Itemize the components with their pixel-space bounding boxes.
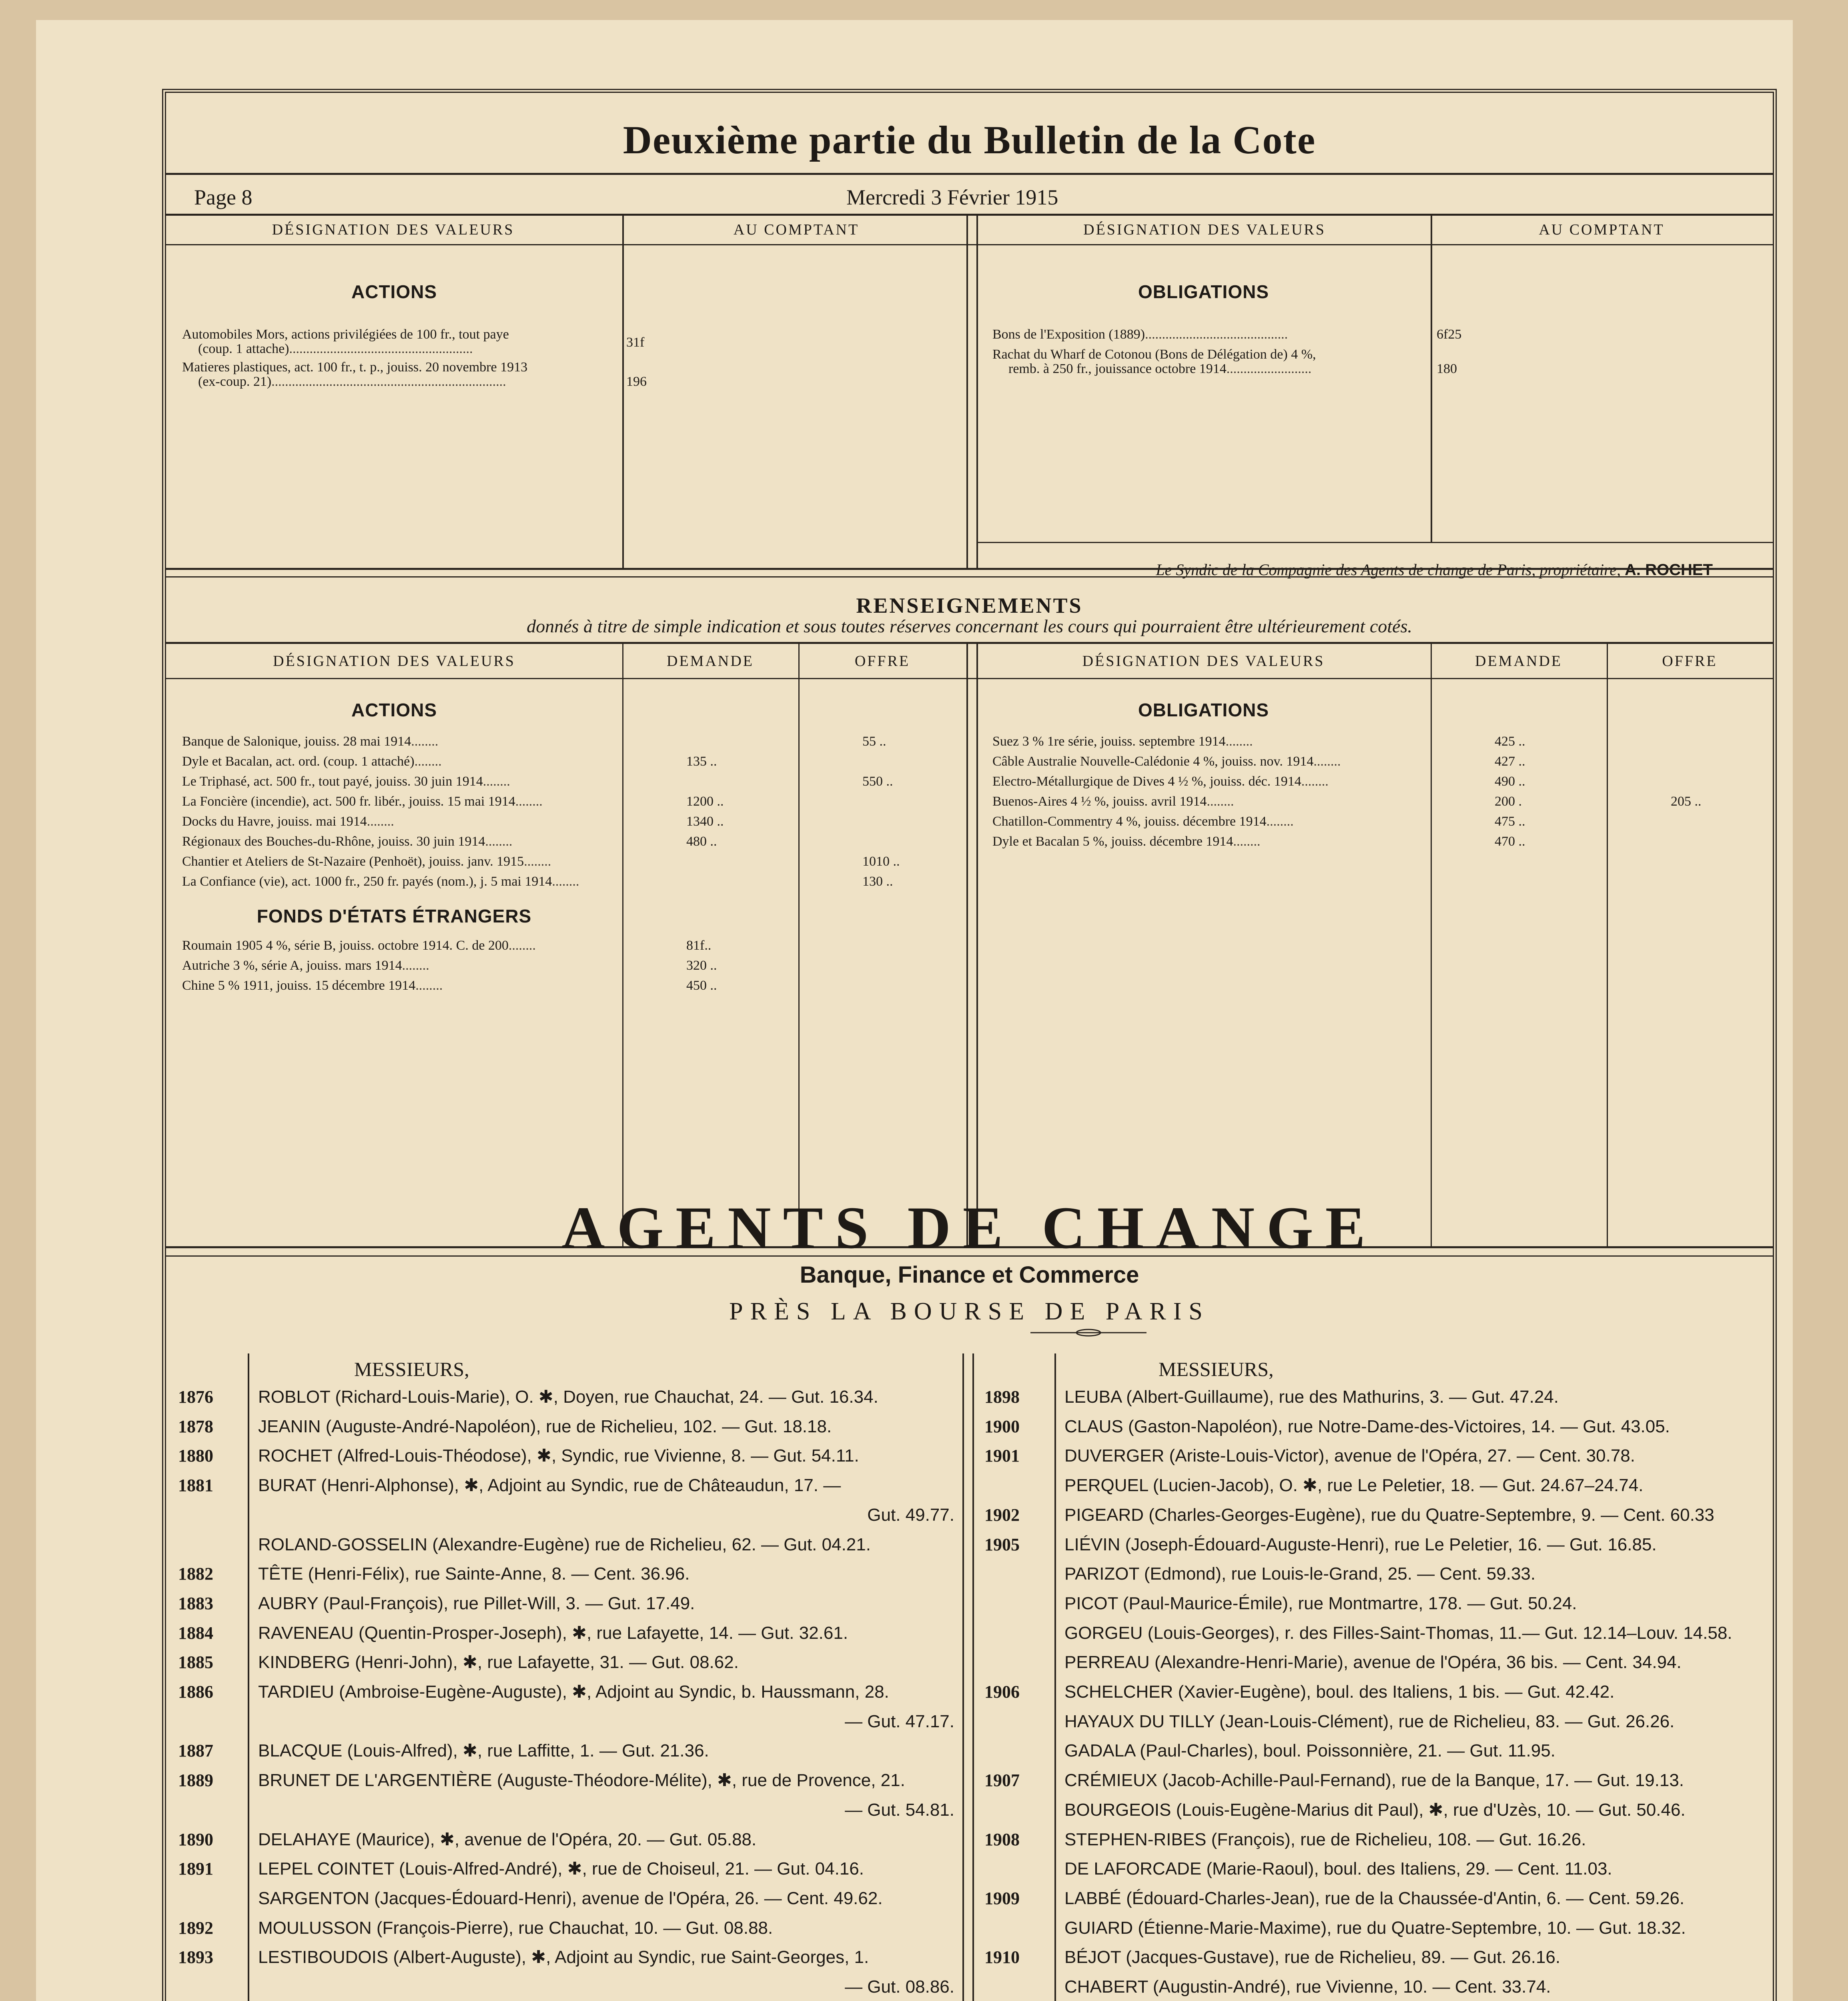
- list-item: Automobiles Mors, actions privilégiées de 100 fr., tout paye: [182, 327, 509, 342]
- col-header-offre: OFFRE: [1662, 653, 1718, 670]
- leader-dots: ........: [1266, 814, 1294, 829]
- offre-value: 55 ..: [862, 734, 886, 749]
- value-label: Chantier et Ateliers de St-Nazaire (Penhoët), jouiss. janv. 1915: [182, 854, 524, 869]
- demande-value: 135 ..: [686, 754, 717, 769]
- value-label: Chatillon-Commentry 4 %, jouiss. décembre 1914: [992, 814, 1267, 829]
- value-label: Dyle et Bacalan 5 %, jouiss. décembre 1914: [992, 834, 1233, 849]
- agent-entry: ROLAND-GOSSELIN (Alexandre-Eugène) rue de Richelieu, 62. — Gut. 04.21.: [258, 1534, 871, 1554]
- syndic-signature: Le Syndic de la Compagnie des Agents de change de Paris, propriétaire, A. ROCHET: [1156, 561, 1713, 579]
- section-obligations: OBLIGATIONS: [1138, 700, 1269, 720]
- agent-year: 1876: [178, 1387, 213, 1407]
- agent-entry: LEPEL COINTET (Louis-Alfred-André), ✱, rue de Choiseul, 21. — Gut. 04.16.: [258, 1859, 864, 1879]
- issue-date: Mercredi 3 Février 1915: [846, 185, 1058, 209]
- agent-entry: GORGEU (Louis-Georges), r. des Filles-Saint-Thomas, 11.— Gut. 12.14–Louv. 14.58.: [1064, 1623, 1732, 1643]
- demande-value: 427 ..: [1495, 754, 1525, 769]
- demande-value: 320 ..: [686, 958, 717, 973]
- agent-entry: DE LAFORCADE (Marie-Raoul), boul. des Italiens, 29. — Cent. 11.03.: [1064, 1859, 1612, 1879]
- list-item: Matieres plastiques, act. 100 fr., t. p., jouiss. 20 novembre 1913: [182, 360, 528, 375]
- col-header-comptant: AU COMPTANT: [733, 221, 860, 238]
- agent-entry: JEANIN (Auguste-André-Napoléon), rue de Richelieu, 102. — Gut. 18.18.: [258, 1416, 832, 1436]
- ornament-rule: [1030, 1329, 1146, 1337]
- agent-entry: LEUBA (Albert-Guillaume), rue des Mathurins, 3. — Gut. 47.24.: [1064, 1387, 1559, 1407]
- leader-dots: ........: [1225, 734, 1253, 749]
- agents-section: [162, 89, 1777, 2001]
- list-item: remb. à 250 fr., jouissance octobre 1914.........................: [1008, 361, 1312, 376]
- demande-value: 450 ..: [686, 978, 717, 993]
- col-header-designation: DÉSIGNATION DES VALEURS: [272, 221, 515, 238]
- agent-entry: TÊTE (Henri-Félix), rue Sainte-Anne, 8. — Cent. 36.96.: [258, 1564, 690, 1584]
- agent-year: 1882: [178, 1564, 213, 1584]
- leader-dots: ........: [524, 854, 551, 869]
- agent-year: 1881: [178, 1476, 213, 1496]
- offre-value: 205 ..: [1671, 794, 1702, 809]
- agent-entry: BOURGEOIS (Louis-Eugène-Marius dit Paul), ✱, rue d'Uzès, 10. — Gut. 50.46.: [1064, 1800, 1686, 1820]
- value-label: Electro-Métallurgique de Dives 4 ½ %, jouiss. déc. 1914: [992, 774, 1301, 789]
- demande-value: 470 ..: [1495, 834, 1525, 849]
- section-actions: ACTIONS: [351, 700, 437, 720]
- agents-heading: AGENTS DE CHANGE: [561, 1195, 1377, 1261]
- agent-entry: ROBLOT (Richard-Louis-Marie), O. ✱, Doyen, rue Chauchat, 24. — Gut. 16.34.: [258, 1387, 878, 1407]
- agent-year: 1887: [178, 1741, 213, 1761]
- renseignements-title: RENSEIGNEMENTS: [856, 593, 1083, 618]
- leader-dots: ........: [402, 958, 429, 973]
- agent-year: 1891: [178, 1859, 213, 1879]
- list-item: (ex-coup. 21).....................................................................: [198, 374, 506, 389]
- agent-entry: ROCHET (Alfred-Louis-Théodose), ✱, Syndic, rue Vivienne, 8. — Gut. 54.11.: [258, 1446, 859, 1466]
- value-label: La Confiance (vie), act. 1000 fr., 250 fr. payés (nom.), j. 5 mai 1914: [182, 874, 552, 889]
- demande-value: 475 ..: [1495, 814, 1525, 829]
- agent-entry: HAYAUX DU TILLY (Jean-Louis-Clément), rue de Richelieu, 83. — Gut. 26.26.: [1064, 1711, 1675, 1731]
- agent-entry: DELAHAYE (Maurice), ✱, avenue de l'Opéra, 20. — Gut. 05.88.: [258, 1829, 757, 1849]
- value-label: Dyle et Bacalan, act. ord. (coup. 1 attaché): [182, 754, 415, 769]
- leader-dots: ........: [411, 734, 439, 749]
- leader-dots: ........: [508, 938, 536, 953]
- agent-year: 1892: [178, 1918, 213, 1938]
- agent-entry: CHABERT (Augustin-André), rue Vivienne, 10. — Cent. 33.74.: [1064, 1977, 1551, 1997]
- value-label: Câble Australie Nouvelle-Calédonie 4 %, jouiss. nov. 1914: [992, 754, 1314, 769]
- demande-value: 1340 ..: [686, 814, 724, 829]
- demande-value: 425 ..: [1495, 734, 1525, 749]
- leader-dots: ........: [1313, 754, 1341, 769]
- demande-value: 200 .: [1495, 794, 1522, 809]
- agent-entry: CLAUS (Gaston-Napoléon), rue Notre-Dame-des-Victoires, 14. — Gut. 43.05.: [1064, 1416, 1670, 1436]
- agent-entry: SARGENTON (Jacques-Édouard-Henri), avenue de l'Opéra, 26. — Cent. 49.62.: [258, 1888, 883, 1908]
- section-actions: ACTIONS: [351, 281, 437, 302]
- leader-dots: ........: [1301, 774, 1329, 789]
- agent-year: 1900: [984, 1416, 1020, 1436]
- value-label: Roumain 1905 4 %, série B, jouiss. octobre 1914. C. de 200: [182, 938, 509, 953]
- bulletin-title: Deuxième partie du Bulletin de la Cote: [623, 118, 1316, 162]
- agent-year: 1907: [984, 1770, 1020, 1790]
- col-header-designation: DÉSIGNATION DES VALEURS: [1083, 221, 1326, 238]
- value-label: Buenos-Aires 4 ½ %, jouiss. avril 1914: [992, 794, 1207, 809]
- col-header-designation: DÉSIGNATION DES VALEURS: [1082, 653, 1325, 670]
- agent-year: 1908: [984, 1829, 1020, 1849]
- agent-year: 1880: [178, 1446, 213, 1466]
- col-header-comptant: AU COMPTANT: [1539, 221, 1665, 238]
- column-rule: [248, 1353, 249, 2001]
- agent-entry: GUIARD (Étienne-Marie-Maxime), rue du Quatre-Septembre, 10. — Gut. 18.32.: [1064, 1918, 1686, 1938]
- agent-entry: SCHELCHER (Xavier-Eugène), boul. des Italiens, 1 bis. — Gut. 42.42.: [1064, 1682, 1615, 1702]
- agent-entry: BÉJOT (Jacques-Gustave), rue de Richelieu, 89. — Gut. 26.16.: [1064, 1947, 1561, 1967]
- agent-entry: — Gut. 08.86.: [845, 1977, 954, 1997]
- agent-entry: BLACQUE (Louis-Alfred), ✱, rue Laffitte, 1. — Gut. 21.36.: [258, 1741, 709, 1761]
- value-label: Chine 5 % 1911, jouiss. 15 décembre 1914: [182, 978, 416, 993]
- value-label: La Foncière (incendie), act. 500 fr. libér., jouiss. 15 mai 1914: [182, 794, 515, 809]
- price-value: 31f: [626, 335, 645, 350]
- agent-entry: TARDIEU (Ambroise-Eugène-Auguste), ✱, Adjoint au Syndic, b. Haussmann, 28.: [258, 1682, 889, 1702]
- column-rule: [1054, 1353, 1056, 2001]
- leader-dots: ........: [485, 834, 513, 849]
- agent-entry: BRUNET DE L'ARGENTIÈRE (Auguste-Théodore-Mélite), ✱, rue de Provence, 21.: [258, 1770, 905, 1790]
- agent-year: 1890: [178, 1829, 213, 1849]
- agent-entry: PERQUEL (Lucien-Jacob), O. ✱, rue Le Peletier, 18. — Gut. 24.67–24.74.: [1064, 1476, 1644, 1496]
- agent-entry: CRÉMIEUX (Jacob-Achille-Paul-Fernand), rue de la Banque, 17. — Gut. 19.13.: [1064, 1770, 1684, 1790]
- leader-dots: ........: [483, 774, 510, 789]
- agent-year: 1909: [984, 1888, 1020, 1908]
- messieurs-right: MESSIEURS,: [1159, 1358, 1274, 1380]
- agent-entry: Gut. 49.77.: [867, 1505, 954, 1525]
- offre-value: 550 ..: [862, 774, 893, 789]
- agent-year: 1878: [178, 1416, 213, 1436]
- agent-entry: PARIZOT (Edmond), rue Louis-le-Grand, 25. — Cent. 59.33.: [1064, 1564, 1536, 1584]
- agent-entry: LESTIBOUDOIS (Albert-Auguste), ✱, Adjoint au Syndic, rue Saint-Georges, 1.: [258, 1947, 869, 1967]
- renseignements-subtitle: donnés à titre de simple indication et sous toutes réserves concernant les cours qui pourraient être ultérieurement cotés.: [527, 616, 1412, 636]
- col-header-offre: OFFRE: [854, 653, 910, 670]
- agent-entry: BURAT (Henri-Alphonse), ✱, Adjoint au Syndic, rue de Châteaudun, 17. —: [258, 1476, 841, 1496]
- leader-dots: ........: [367, 814, 394, 829]
- agent-year: 1910: [984, 1947, 1020, 1967]
- agent-year: 1884: [178, 1623, 213, 1643]
- list-item: (coup. 1 attache)......................................................: [198, 341, 473, 356]
- agent-year: 1898: [984, 1387, 1020, 1407]
- list-item: Rachat du Wharf de Cotonou (Bons de Délégation de) 4 %,: [992, 347, 1316, 362]
- price-value: 196: [626, 374, 647, 389]
- col-header-demande: DEMANDE: [667, 653, 754, 670]
- value-label: Docks du Havre, jouiss. mai 1914: [182, 814, 367, 829]
- column-rule: [962, 1353, 964, 2001]
- agent-entry: PIGEARD (Charles-Georges-Eugène), rue du Quatre-Septembre, 9. — Cent. 60.33: [1064, 1505, 1714, 1525]
- agent-year: 1905: [984, 1534, 1020, 1554]
- value-label: Suez 3 % 1re série, jouiss. septembre 1914: [992, 734, 1226, 749]
- col-header-designation: DÉSIGNATION DES VALEURS: [273, 653, 515, 670]
- column-rule: [972, 1353, 974, 2001]
- demande-value: 1200 ..: [686, 794, 724, 809]
- agent-year: 1902: [984, 1505, 1020, 1525]
- value-label: Autriche 3 %, série A, jouiss. mars 1914: [182, 958, 402, 973]
- leader-dots: ........: [515, 794, 543, 809]
- demande-value: 490 ..: [1495, 774, 1525, 789]
- section-fonds-etats: FONDS D'ÉTATS ÉTRANGERS: [257, 906, 532, 926]
- agents-location: PRÈS LA BOURSE DE PARIS: [729, 1298, 1210, 1325]
- agent-year: 1889: [178, 1770, 213, 1790]
- agent-entry: — Gut. 47.17.: [845, 1711, 954, 1731]
- agent-entry: AUBRY (Paul-François), rue Pillet-Will, 3. — Gut. 17.49.: [258, 1593, 695, 1613]
- leader-dots: ........: [1207, 794, 1234, 809]
- agent-year: 1886: [178, 1682, 213, 1702]
- agent-entry: DUVERGER (Ariste-Louis-Victor), avenue de l'Opéra, 27. — Cent. 30.78.: [1064, 1446, 1635, 1466]
- leader-dots: ........: [552, 874, 579, 889]
- section-obligations: OBLIGATIONS: [1138, 281, 1269, 302]
- agent-entry: RAVENEAU (Quentin-Prosper-Joseph), ✱, rue Lafayette, 14. — Gut. 32.61.: [258, 1623, 848, 1643]
- demande-value: 81f..: [686, 938, 712, 953]
- agent-entry: — Gut. 54.81.: [845, 1800, 954, 1820]
- agent-entry: LIÉVIN (Joseph-Édouard-Auguste-Henri), rue Le Peletier, 16. — Gut. 16.85.: [1064, 1534, 1657, 1554]
- leader-dots: ........: [1233, 834, 1261, 849]
- demande-value: 480 ..: [686, 834, 717, 849]
- agent-year: 1906: [984, 1682, 1020, 1702]
- agent-entry: STEPHEN-RIBES (François), rue de Richelieu, 108. — Gut. 16.26.: [1064, 1829, 1586, 1849]
- offre-value: 130 ..: [862, 874, 893, 889]
- page-number: Page 8: [194, 185, 253, 209]
- agent-entry: LABBÉ (Édouard-Charles-Jean), rue de la Chaussée-d'Antin, 6. — Cent. 59.26.: [1064, 1888, 1685, 1908]
- agent-entry: GADALA (Paul-Charles), boul. Poissonnière, 21. — Gut. 11.95.: [1064, 1741, 1555, 1761]
- value-label: Le Triphasé, act. 500 fr., tout payé, jouiss. 30 juin 1914: [182, 774, 483, 789]
- leader-dots: ........: [414, 754, 442, 769]
- messieurs-left: MESSIEURS,: [354, 1358, 469, 1380]
- value-label: Banque de Salonique, jouiss. 28 mai 1914: [182, 734, 411, 749]
- value-label: Régionaux des Bouches-du-Rhône, jouiss. 30 juin 1914: [182, 834, 485, 849]
- agent-entry: MOULUSSON (François-Pierre), rue Chauchat, 10. — Gut. 08.88.: [258, 1918, 773, 1938]
- agent-year: 1885: [178, 1652, 213, 1672]
- agent-year: 1901: [984, 1446, 1020, 1466]
- agent-entry: KINDBERG (Henri-John), ✱, rue Lafayette, 31. — Gut. 08.62.: [258, 1652, 739, 1672]
- agent-year: 1893: [178, 1947, 213, 1967]
- agent-year: 1883: [178, 1593, 213, 1613]
- agent-entry: PICOT (Paul-Maurice-Émile), rue Montmartre, 178. — Gut. 50.24.: [1064, 1593, 1577, 1613]
- agents-subtitle: Banque, Finance et Commerce: [800, 1262, 1139, 1288]
- agent-entry: PERREAU (Alexandre-Henri-Marie), avenue de l'Opéra, 36 bis. — Cent. 34.94.: [1064, 1652, 1682, 1672]
- price-value: 180: [1437, 361, 1457, 376]
- offre-value: 1010 ..: [862, 854, 900, 869]
- list-item: Bons de l'Exposition (1889)..........................................: [992, 327, 1288, 342]
- price-value: 6f25: [1437, 327, 1462, 342]
- leader-dots: ........: [415, 978, 443, 993]
- col-header-demande: DEMANDE: [1475, 653, 1562, 670]
